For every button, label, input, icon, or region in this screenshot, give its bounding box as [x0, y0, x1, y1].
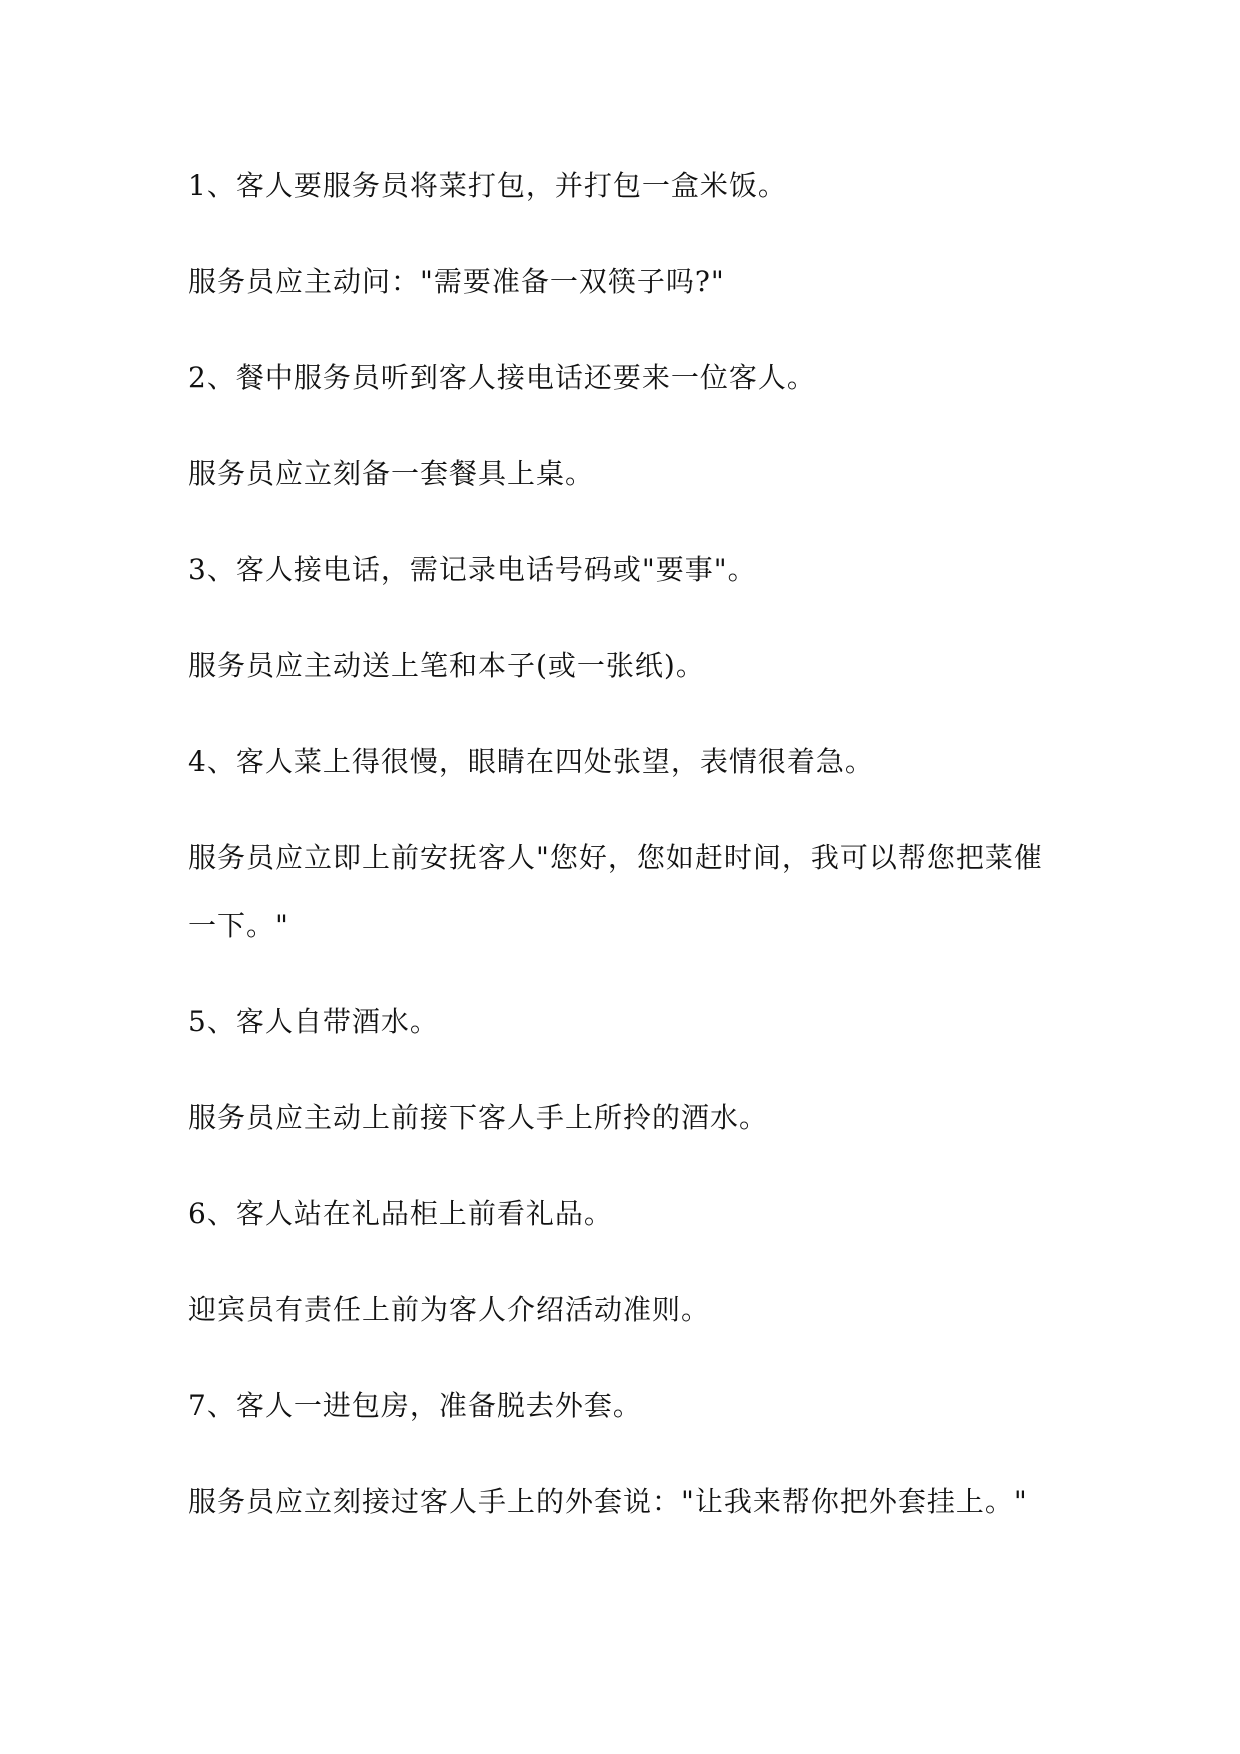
paragraph-4: 服务员应立刻备一套餐具上桌。 [188, 457, 595, 490]
paragraph-14: 服务员应立刻接过客人手上的外套说："让我来帮你把外套挂上。" [188, 1485, 1028, 1518]
paragraph-9: 5、客人自带酒水。 [188, 1005, 439, 1038]
paragraph-5: 3、客人接电话，需记录电话号码或"要事"。 [188, 553, 757, 586]
paragraph-8: 服务员应立即上前安抚客人"您好，您如赶时间，我可以帮您把菜催一下。" [188, 841, 1043, 942]
paragraph-1: 1、客人要服务员将菜打包，并打包一盒米饭。 [188, 169, 787, 202]
document-body [188, 169, 1068, 1518]
paragraph-6: 服务员应主动送上笔和本子(或一张纸)。 [188, 649, 705, 682]
paragraph-12: 迎宾员有责任上前为客人介绍活动准则。 [188, 1293, 711, 1326]
paragraph-10: 服务员应主动上前接下客人手上所拎的酒水。 [188, 1101, 769, 1134]
paragraph-11: 6、客人站在礼品柜上前看礼品。 [188, 1197, 613, 1230]
paragraph-3: 2、餐中服务员听到客人接电话还要来一位客人。 [188, 361, 816, 394]
paragraph-2: 服务员应主动问："需要准备一双筷子吗?" [188, 265, 725, 298]
paragraph-7: 4、客人菜上得很慢，眼睛在四处张望，表情很着急。 [188, 745, 874, 778]
paragraph-13: 7、客人一进包房，准备脱去外套。 [188, 1389, 642, 1422]
